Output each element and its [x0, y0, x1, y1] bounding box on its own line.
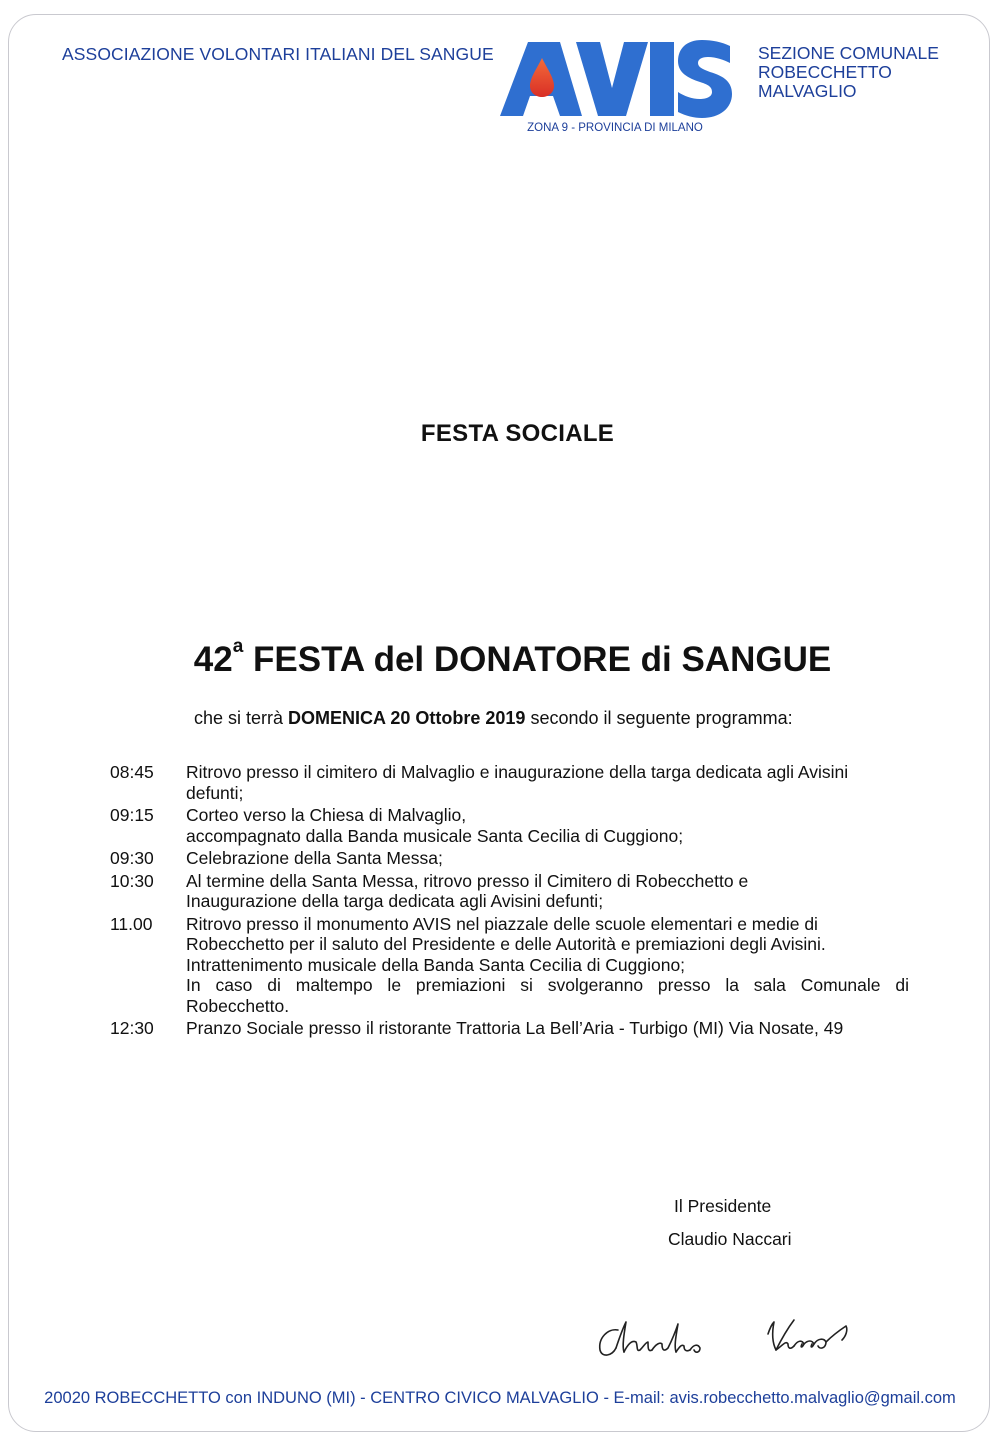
handwritten-signature [590, 1300, 890, 1370]
event-title [0, 636, 1005, 680]
intro-sentence [194, 708, 793, 729]
schedule-line: Celebrazione della Santa Messa; [186, 848, 443, 868]
section-line: SEZIONE COMUNALE [758, 43, 939, 63]
intro-after: secondo il seguente programma: [525, 708, 793, 728]
schedule-line: Robecchetto per il saluto del Presidente e delle Autorità e premiazioni degli Avisini. [186, 934, 826, 954]
signature-block [668, 1196, 792, 1250]
logo-letter-s [678, 40, 732, 118]
schedule-description [186, 762, 926, 803]
schedule-line: Ritrovo presso il cimitero di Malvaglio e inaugurazione della targa dedicata agli Avisini [186, 762, 849, 782]
schedule-description [186, 871, 926, 912]
logo-letter-i [650, 42, 674, 116]
footer-address: 20020 ROBECCHETTO con INDUNO (MI) - CENTRO CIVICO MALVAGLIO - E-mail: avis.robecchetto.malvaglio@gmail.com [44, 1389, 956, 1407]
schedule-description [186, 914, 926, 1017]
edition-number: 42 [193, 640, 233, 679]
section-name [758, 44, 939, 101]
program-schedule [106, 762, 926, 1041]
schedule-line: Intrattenimento musicale della Banda Santa Cecilia di Cuggiono; [186, 954, 686, 975]
section-line: ROBECCHETTO [758, 62, 892, 82]
schedule-time: 09:15 [110, 805, 154, 825]
schedule-line: Al termine della Santa Messa, ritrovo presso il Cimitero di Robecchetto e [186, 870, 749, 891]
event-title-text: FESTA del DONATORE di SANGUE [243, 640, 832, 679]
association-name: ASSOCIAZIONE VOLONTARI ITALIANI DEL SANGUE [62, 44, 494, 64]
avis-logo [498, 36, 734, 120]
zone-label: ZONA 9 - PROVINCIA DI MILANO [527, 122, 703, 134]
schedule-row [106, 805, 926, 846]
schedule-line: Robecchetto. [186, 995, 290, 1016]
schedule-time: 10:30 [110, 870, 154, 891]
schedule-line: Pranzo Sociale presso il ristorante Trattoria La Bell’Aria - Turbigo (MI) Via Nosate, 49 [186, 1018, 844, 1038]
intro-before: che si terrà [194, 708, 289, 728]
president-name: Claudio Naccari [668, 1229, 792, 1249]
schedule-time: 08:45 [110, 762, 154, 782]
schedule-row [106, 762, 926, 803]
event-date: DOMENICA 20 Ottobre 2019 [288, 708, 526, 728]
schedule-row [106, 914, 926, 1017]
schedule-line: accompagnato dalla Banda musicale Santa Cecilia di Cuggiono; [186, 825, 684, 846]
schedule-row [106, 848, 926, 869]
schedule-line: Inaugurazione della targa dedicata agli Avisini defunti; [186, 891, 604, 911]
schedule-description [186, 805, 926, 846]
president-role: Il Presidente [674, 1196, 772, 1216]
schedule-row [106, 871, 926, 912]
schedule-line: Corteo verso la Chiesa di Malvaglio, [186, 805, 467, 825]
schedule-line: In caso di maltempo le premiazioni si svolgeranno presso la sala Comunale di [186, 975, 909, 995]
schedule-description [186, 848, 926, 869]
schedule-line: defunti; [186, 782, 244, 803]
edition-ordinal: a [232, 636, 244, 657]
schedule-line: Ritrovo presso il monumento AVIS nel piazzale delle scuole elementari e medie di [186, 913, 818, 934]
logo-letter-v [576, 42, 648, 116]
schedule-time: 12:30 [110, 1018, 154, 1038]
schedule-time: 09:30 [110, 848, 154, 868]
section-line: MALVAGLIO [758, 81, 857, 101]
schedule-time: 11.00 [110, 913, 153, 934]
page-heading: FESTA SOCIALE [420, 420, 615, 447]
schedule-row [106, 1018, 926, 1039]
schedule-description [186, 1018, 926, 1039]
